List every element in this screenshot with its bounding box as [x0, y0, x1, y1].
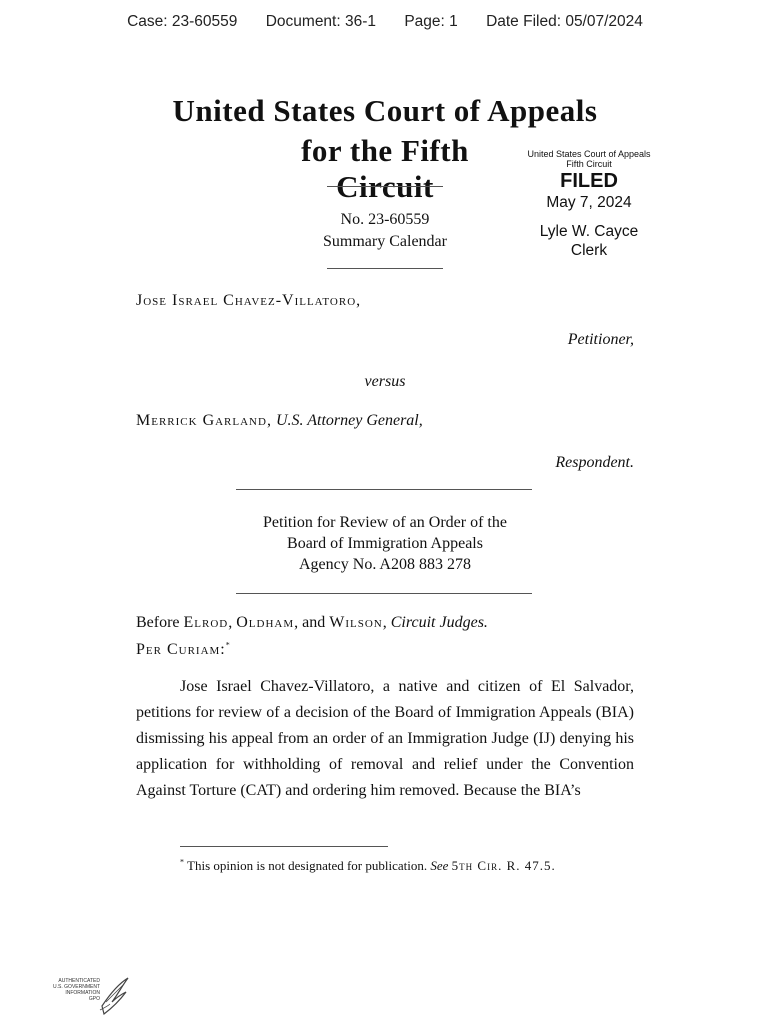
- header-date-filed: Date Filed: 05/07/2024: [486, 13, 643, 30]
- petition-line2: Board of Immigration Appeals: [287, 535, 483, 552]
- respondent-name: Merrick Garland,: [136, 412, 272, 429]
- court-title-line2: for the Fifth Circuit: [301, 133, 469, 204]
- footnote-divider: [180, 846, 388, 847]
- divider: [327, 186, 443, 187]
- page-header: [0, 13, 770, 31]
- opinion-paragraph: Jose Israel Chavez-Villatoro, a native and citizen of El Salvador, petitions for review of a decision of the Board of Immigration Appeals (BIA) dismissing his appeal from an order of an Immigration Judge (IJ) denying his application for withholding of removal and relief under the Convention Against Torture (CAT) and ordering him removed. Because the BIA’s: [136, 678, 634, 799]
- footnote-see: See: [430, 858, 449, 873]
- footnote-mark: *: [180, 857, 184, 867]
- before-label: Before: [136, 614, 180, 631]
- stamp-court-line2: Fifth Circuit: [566, 159, 612, 169]
- case-number: No. 23-60559: [340, 211, 430, 228]
- circuit-judges-label: Circuit Judges.: [390, 614, 488, 631]
- divider: [327, 268, 443, 269]
- respondent-line: [136, 412, 636, 430]
- respondent-title: U.S. Attorney General,: [275, 412, 423, 429]
- filed-stamp-court: [527, 149, 651, 169]
- case-info: [285, 209, 485, 253]
- judge-oldham: Oldham: [236, 614, 295, 631]
- gpo-line2: U.S. GOVERNMENT: [53, 984, 100, 990]
- filed-date: May 7, 2024: [546, 194, 632, 211]
- stamp-court-line1: United States Court of Appeals: [527, 149, 651, 159]
- judge-wilson: Wilson: [329, 614, 383, 631]
- header-document: Document: 36-1: [265, 13, 376, 30]
- agency-number: Agency No. A208 883 278: [299, 556, 471, 573]
- clerk-name: Lyle W. Cayce: [539, 223, 639, 240]
- petitioner-role: Petitioner,: [567, 331, 634, 348]
- calendar-type: Summary Calendar: [323, 233, 447, 250]
- eagle-icon: [96, 972, 132, 1018]
- header-page: Page: 1: [404, 13, 458, 30]
- filed-label: FILED: [560, 170, 618, 192]
- judge-elrod: Elrod: [183, 614, 229, 631]
- panel-line: Before Elrod, Oldham, and Wilson, Circuit Judges.: [136, 614, 488, 631]
- footnote-ref: *: [225, 640, 230, 650]
- header-case: Case: 23-60559: [127, 13, 238, 30]
- clerk-block: [527, 222, 651, 260]
- petition-line1: Petition for Review of an Order of the: [263, 514, 507, 531]
- and-label: and: [302, 614, 326, 631]
- per-curiam: Per Curiam:: [136, 641, 226, 658]
- footnote: [180, 858, 640, 874]
- footnote-rule: 5th Cir. R. 47.5.: [451, 858, 556, 873]
- gpo-authentication-seal: [44, 972, 134, 1018]
- gpo-seal-text: [44, 978, 100, 1002]
- versus-label: versus: [364, 373, 406, 390]
- divider: [236, 593, 532, 594]
- gpo-line4: GPO: [88, 996, 100, 1002]
- petitioner-name: Jose Israel Chavez-Villatoro,: [136, 292, 362, 309]
- footnote-text: This opinion is not designated for publication.: [187, 858, 428, 873]
- gpo-line3: INFORMATION: [65, 990, 100, 996]
- divider: [236, 489, 532, 490]
- court-title-line1: United States Court of Appeals: [172, 93, 598, 128]
- gpo-line1: AUTHENTICATED: [58, 978, 100, 984]
- clerk-title: Clerk: [570, 242, 608, 259]
- per-curiam-line: [136, 641, 636, 659]
- respondent-role: Respondent.: [555, 454, 634, 471]
- petition-block: [200, 512, 570, 575]
